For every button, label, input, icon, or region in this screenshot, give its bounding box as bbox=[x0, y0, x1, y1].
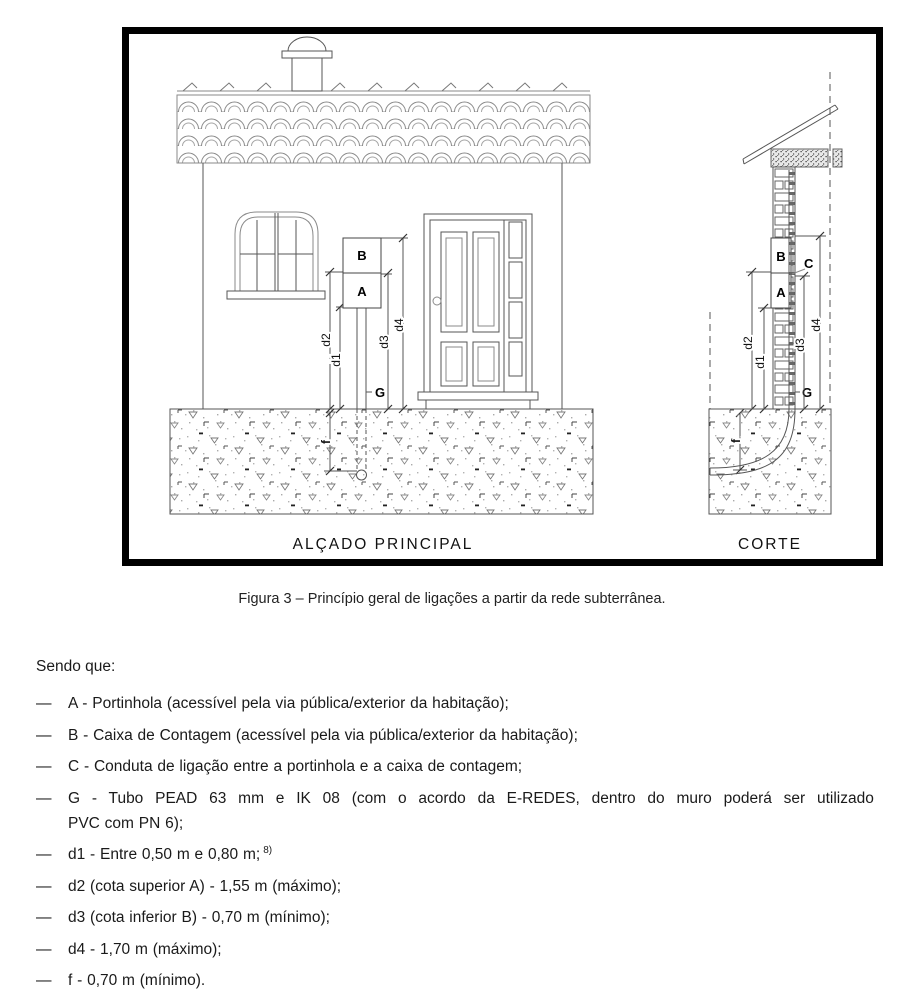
door-threshold bbox=[418, 392, 538, 400]
intro-text: Sendo que: bbox=[36, 658, 116, 675]
list-item-text bbox=[68, 786, 874, 836]
label-B-elevation: B bbox=[357, 248, 367, 263]
list-dash: — bbox=[36, 909, 52, 926]
list-item-text: d3 (cota inferior B) - 0,70 m (mínimo); bbox=[68, 909, 330, 926]
footnote-ref: 8) bbox=[263, 844, 273, 856]
list-item-d1 bbox=[36, 842, 904, 867]
dim-label-d2-elevation: d2 bbox=[319, 333, 333, 347]
list-item-d1-text: d1 - Entre 0,50 m e 0,80 m; bbox=[68, 846, 261, 863]
list-item-text: d2 (cota superior A) - 1,55 m (máximo); bbox=[68, 877, 342, 895]
list-item-C bbox=[36, 754, 904, 779]
meter-boxes-elevation bbox=[343, 238, 385, 400]
dim-label-d4-section: d4 bbox=[809, 318, 823, 332]
list-dash: — bbox=[36, 789, 52, 807]
dim-label-d2-section: d2 bbox=[741, 336, 755, 350]
list-item-d4 bbox=[36, 937, 904, 962]
dim-label-d3-elevation: d3 bbox=[377, 335, 391, 349]
list-item-B bbox=[36, 723, 904, 748]
list-dash: — bbox=[36, 758, 52, 775]
list-item-text bbox=[68, 842, 272, 867]
corte-view bbox=[709, 72, 842, 553]
chimney bbox=[282, 37, 332, 91]
door-step bbox=[426, 400, 530, 409]
label-A-section: A bbox=[776, 285, 786, 300]
technical-drawing bbox=[129, 34, 876, 559]
dim-label-d3-section: d3 bbox=[793, 338, 807, 352]
ground-section bbox=[709, 409, 831, 514]
dim-label-d1-section: d1 bbox=[753, 355, 767, 369]
list-item-text: f - 0,70 m (mínimo). bbox=[68, 972, 206, 989]
label-G-section: G bbox=[802, 385, 813, 400]
list-item-d3 bbox=[36, 905, 904, 930]
list-item-A bbox=[36, 691, 904, 716]
list-dash: — bbox=[36, 940, 52, 958]
label-B-section: B bbox=[776, 249, 786, 264]
list-dash: — bbox=[36, 846, 52, 863]
list-item-G bbox=[36, 786, 904, 836]
list-item-text: d4 - 1,70 m (máximo); bbox=[68, 940, 222, 958]
list-item-G-line1: G - Tubo PEAD 63 mm e IK 08 (com o acordo da E-REDES, dentro do muro poderá ser utilizado bbox=[68, 789, 874, 807]
label-C-section: C bbox=[804, 256, 814, 271]
list-item-G-line2: PVC com PN 6); bbox=[68, 814, 184, 832]
figure-caption: Figura 3 – Princípio geral de ligações a partir da rede subterrânea. bbox=[238, 591, 666, 607]
label-A-elevation: A bbox=[357, 284, 367, 299]
door bbox=[418, 214, 538, 409]
dim-label-d4-elevation: d4 bbox=[392, 318, 406, 332]
lintel-hatch-right bbox=[833, 149, 842, 167]
list-dash: — bbox=[36, 695, 52, 712]
figure-frame bbox=[122, 27, 883, 566]
list-dash: — bbox=[36, 972, 52, 989]
list-item-text: C - Conduta de ligação entre a portinhola e a caixa de contagem; bbox=[68, 758, 523, 775]
list-dash: — bbox=[36, 726, 52, 744]
roof-ridge-marks bbox=[183, 83, 567, 91]
list-item-text: B - Caixa de Contagem (acessível pela via pública/exterior da habitação); bbox=[68, 726, 578, 744]
label-G-elevation: G bbox=[375, 385, 386, 400]
elevation-view bbox=[170, 37, 593, 553]
dim-label-f-elevation: f bbox=[319, 440, 333, 444]
list-dash: — bbox=[36, 877, 52, 895]
section-title: CORTE bbox=[738, 536, 802, 553]
list-item-f bbox=[36, 968, 904, 993]
lintel-hatch bbox=[771, 149, 828, 167]
list-item-text: A - Portinhola (acessível pela via pública/exterior da habitação); bbox=[68, 695, 509, 712]
ground-elevation bbox=[170, 409, 593, 514]
roof bbox=[177, 83, 590, 163]
definition-list bbox=[36, 691, 904, 1000]
roof-tiles bbox=[177, 95, 590, 163]
window-sill bbox=[227, 291, 325, 299]
elevation-title: ALÇADO PRINCIPAL bbox=[292, 536, 474, 553]
dim-label-d1-elevation: d1 bbox=[329, 353, 343, 367]
window bbox=[227, 212, 325, 299]
list-item-d2 bbox=[36, 874, 904, 899]
